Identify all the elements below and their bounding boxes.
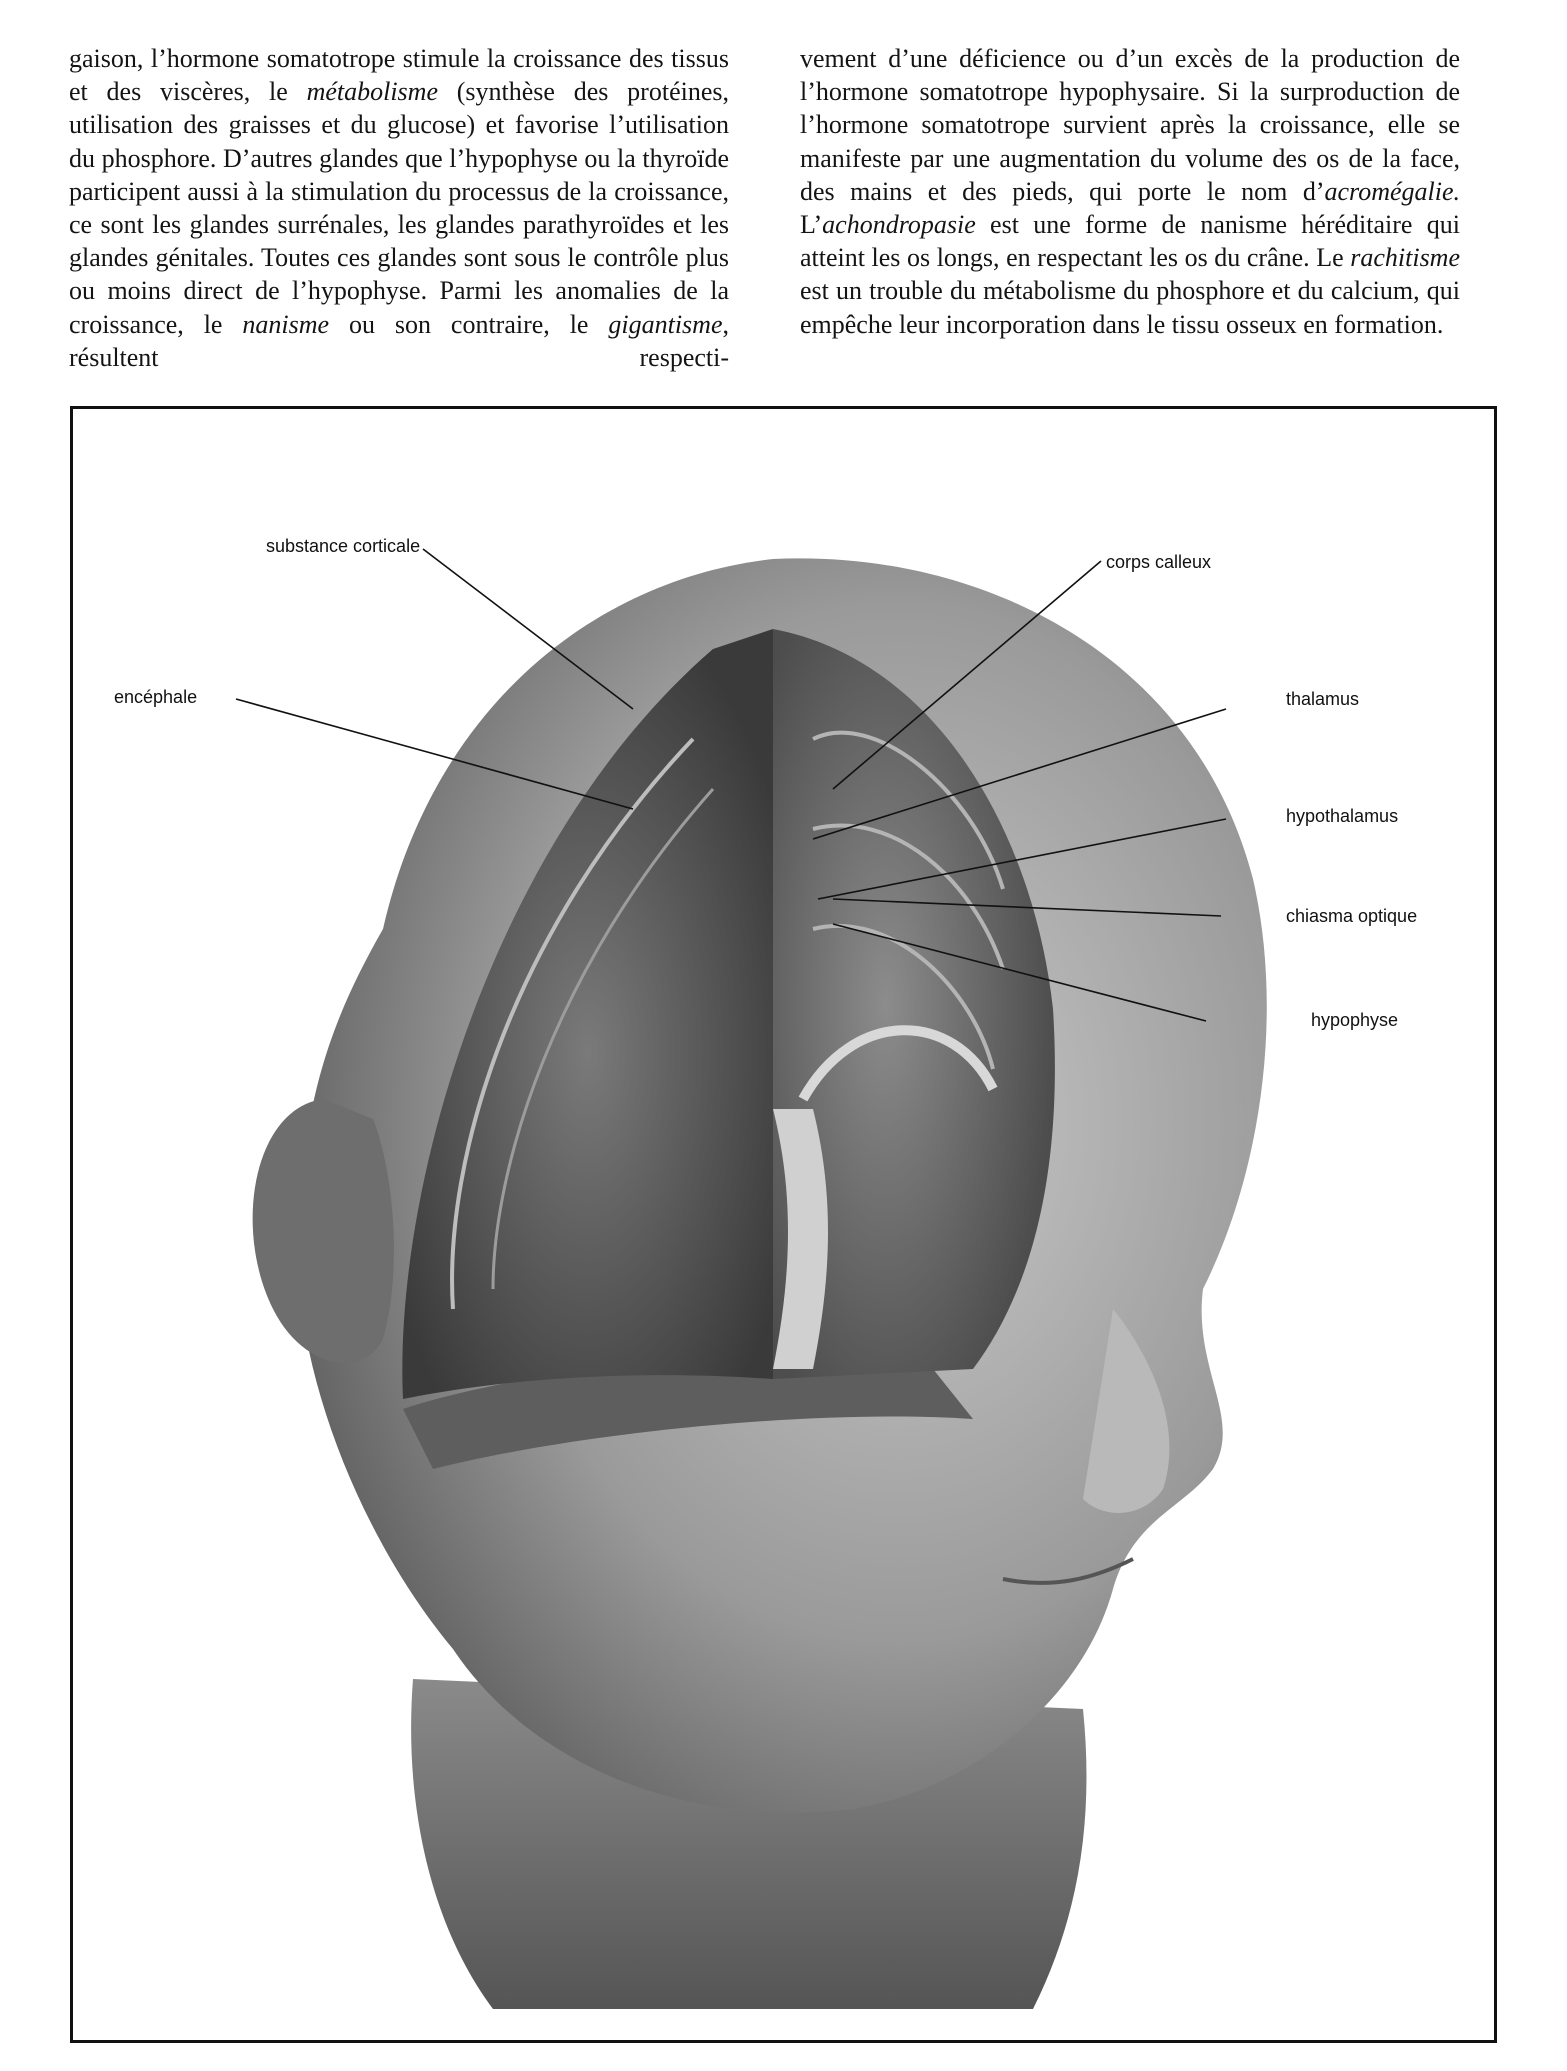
right-text-3: est une forme de nanisme héréditaire qui atteint les os longs, en respectant les os du crâne. Le [800,210,1460,273]
right-text-2: L’ [800,210,823,240]
term-gigantisme: gigantisme [608,309,723,339]
right-text-1: vement d’une déficience ou d’un excès de la production de l’hormone somatotrope hypophysaire. Si la surproduction de l’hormone somatotrope survient après la croissance, elle se manifeste par une augmentation du volume des os de la face, des mains et des pieds, qui porte le nom d’ [800,44,1460,206]
label-thalamus: thalamus [1286,689,1360,709]
left-paragraph [69,42,729,374]
label-hypothalamus: hypothalamus [1286,806,1399,826]
term-achondropasie: achondropasie [822,210,976,240]
label-corps-calleux: corps calleux [1106,552,1212,572]
term-rachitisme: rachitisme [1350,243,1460,273]
term-metabolisme: métabolisme [306,77,438,107]
left-text-3: ou son contraire, le [329,309,609,339]
ear-shape [253,1099,394,1363]
label-substance-corticale: substance corticale [266,536,421,556]
label-hypophyse: hypophyse [1311,1010,1399,1030]
left-text-column [69,42,729,374]
left-text-4: , résultent respecti- [69,309,729,372]
term-acromegalie: acromégalie. [1324,176,1460,206]
anatomy-figure [70,406,1497,2043]
right-text-4: est un trouble du métabolisme du phosphore et du calcium, qui empêche leur incorporation dans le tissu osseux en formation. [800,276,1460,339]
right-text-column [800,42,1460,341]
term-nanisme: nanisme [242,309,330,339]
label-encephale: encéphale [114,687,198,707]
label-chiasma-optique: chiasma optique [1286,906,1418,926]
left-text-1: gaison, l’hormone somatotrope stimule la croissance des tissus et des viscères, le [69,44,729,107]
head-illustration [73,409,1494,2040]
right-paragraph [800,42,1460,341]
left-text-2: (synthèse des protéines, utilisation des graisses et du glucose) et favorise l’utilisation du phosphore. D’autres glandes que l’hypophyse ou la thyroïde participent aussi à la stimulation du processus de la croissance, ce sont les glandes surrénales, les glandes parathyroïdes et les glandes génitales. Toutes ces glandes sont sous le contrôle plus ou moins direct de l’hypophyse. Parmi les anomalies de la croissance, le [69,77,729,339]
